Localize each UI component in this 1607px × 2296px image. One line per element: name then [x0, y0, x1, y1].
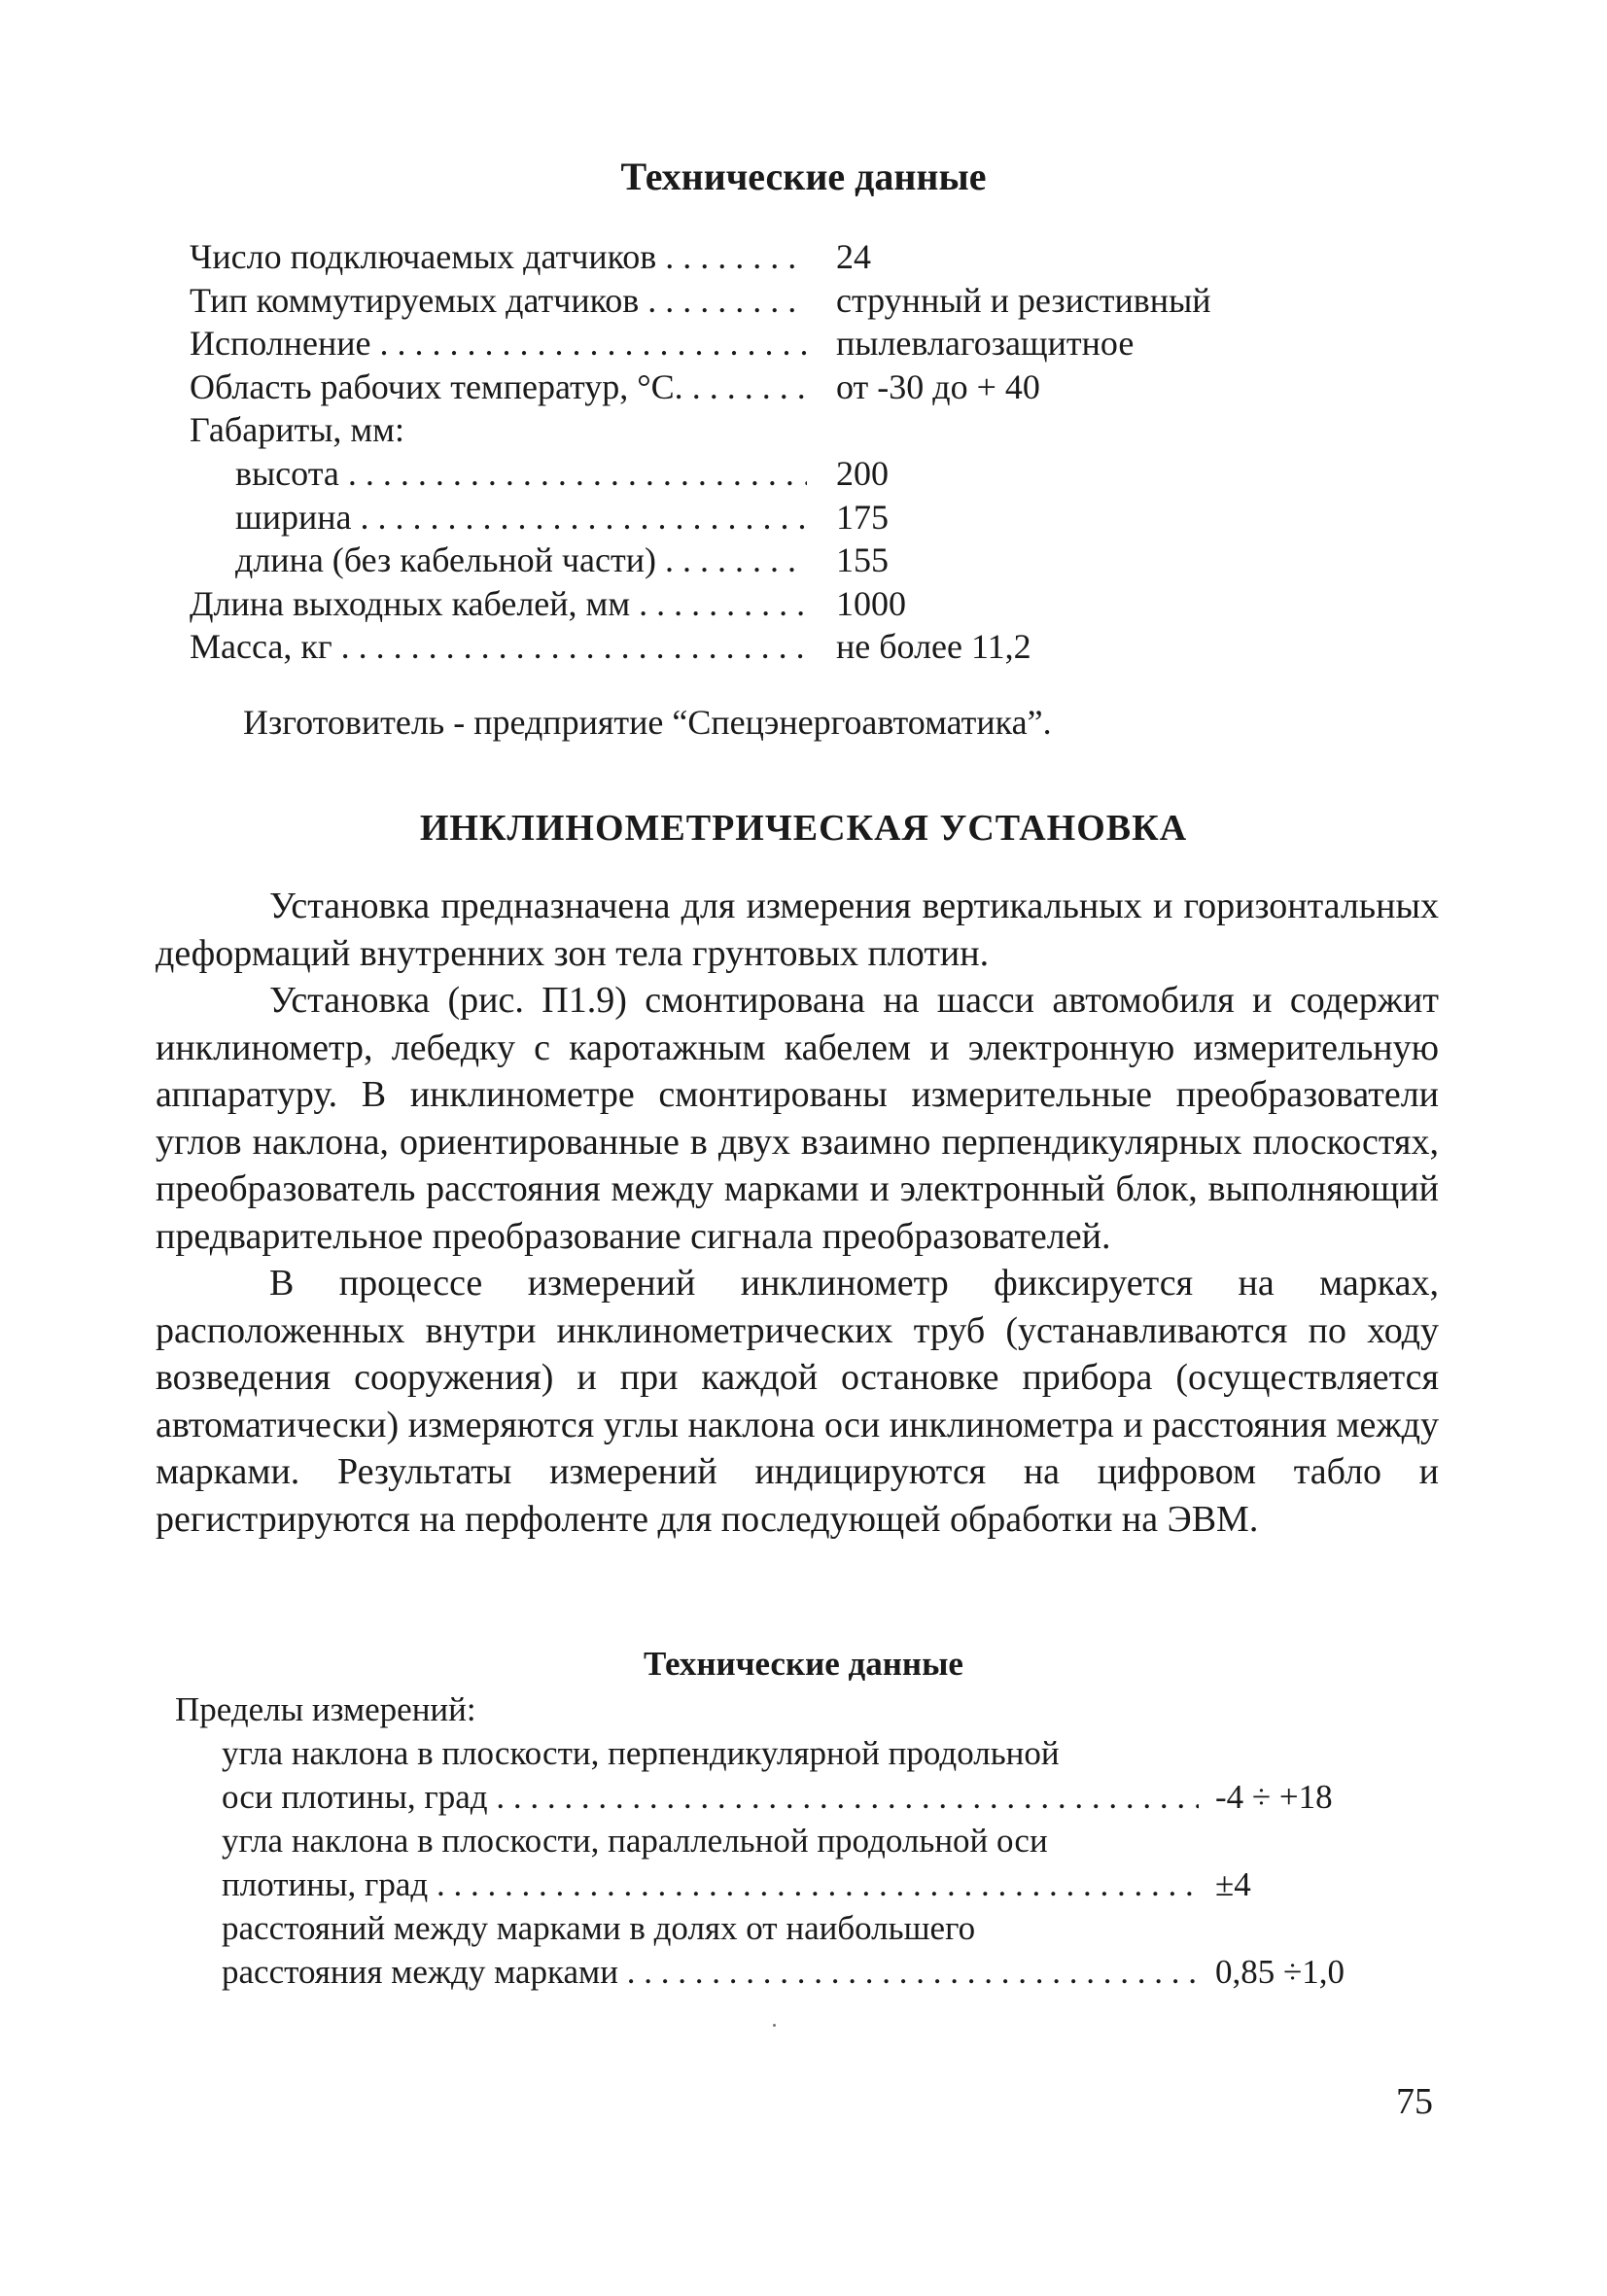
spec-value: от -30 до + 40 — [836, 366, 1040, 406]
spec-value: не более 11,2 — [836, 627, 1031, 667]
manufacturer-note: Изготовитель - предприятие “Спецэнергоавтоматика”. — [243, 703, 1052, 742]
spec-value: ±4 — [1215, 1865, 1251, 1903]
page-number: 75 — [1396, 2081, 1433, 2122]
paragraph: Установка (рис. П1.9) смонтирована на шасси автомобиля и содержит инклинометр, лебедку с каротажным кабелем и электронную измерительную аппаратуру. В инклинометре смонтированы измерительные преобразователи углов наклона, ориентированные в двух взаимно перпендикулярных плоскостях, преобразователь расстояния между марками и электронный блок, выполняющий предварительное преобразование сигнала преобразователей. — [156, 980, 1439, 1257]
spec-label: Область рабочих температур, °С. — [190, 366, 683, 406]
spec-label: высота — [235, 453, 339, 493]
spec-value: 1000 — [836, 583, 906, 623]
spec-label: ширина — [235, 497, 352, 537]
paragraph: Установка предназначена для измерения вертикальных и горизонтальных деформаций внутренних зон тела грунтовых плотин. — [156, 886, 1439, 974]
spec-item-row — [175, 1775, 1380, 1819]
spec-row — [190, 279, 1356, 323]
scan-speck — [773, 2024, 776, 2027]
spec-row — [190, 235, 1356, 279]
spec-label: Исполнение — [190, 324, 371, 364]
spec-value: 24 — [836, 237, 871, 276]
spec-label: расстояния между марками — [222, 1953, 618, 1991]
spec-row — [190, 452, 1356, 496]
spec-item-row — [175, 1950, 1380, 1994]
section-title-technical-data-2: Технические данные — [644, 1645, 963, 1683]
spec-label: Тип коммутируемых датчиков — [190, 280, 640, 320]
spec-row — [190, 582, 1356, 626]
spec-value: -4 ÷ +18 — [1215, 1778, 1333, 1816]
spec-item-row — [175, 1862, 1380, 1906]
body-text — [156, 883, 1439, 1543]
spec-table-measurement-limits — [175, 1687, 1380, 1994]
spec-table-sensors — [190, 235, 1356, 669]
spec-intro: Пределы измерений: — [175, 1690, 476, 1728]
spec-item-line: расстояний между марками в долях от наибольшего — [222, 1909, 976, 1947]
spec-row — [190, 625, 1356, 669]
spec-value: струнный и резистивный — [836, 280, 1211, 320]
paragraph: В процессе измерений инклинометр фиксируется на марках, расположенных внутри инклинометрических труб (устанавливаются по ходу возведения сооружения) и при каждой остановке прибора (осуществляется автоматически) измеряются углы наклона оси инклинометра и расстояния между марками. Результаты измерений индицируются на цифровом табло и регистрируются на перфоленте для последующей обработки на ЭВМ. — [156, 1263, 1439, 1540]
spec-label: оси плотины, град — [222, 1778, 488, 1816]
spec-row — [190, 322, 1356, 365]
spec-value: 175 — [836, 497, 889, 537]
spec-value: 200 — [836, 453, 889, 493]
spec-value: 0,85 ÷1,0 — [1215, 1953, 1345, 1991]
spec-label: Число подключаемых датчиков — [190, 237, 657, 276]
section-title-inclinometer: ИНКЛИНОМЕТРИЧЕСКАЯ УСТАНОВКА — [419, 808, 1188, 849]
spec-label: плотины, град — [222, 1865, 429, 1903]
spec-group-header — [190, 408, 1356, 452]
spec-label: Длина выходных кабелей, мм — [190, 583, 631, 623]
spec-row — [190, 496, 1356, 539]
spec-label: Габариты, мм: — [190, 410, 404, 450]
spec-row — [190, 365, 1356, 409]
spec-row — [190, 539, 1356, 582]
spec-value: 155 — [836, 540, 889, 580]
spec-item-line: угла наклона в плоскости, параллельной продольной оси — [222, 1822, 1048, 1860]
spec-label: длина (без кабельной части) — [235, 540, 656, 580]
spec-item-line: угла наклона в плоскости, перпендикулярной продольной — [222, 1734, 1060, 1772]
spec-label: Масса, кг — [190, 627, 332, 667]
spec-value: пылевлагозащитное — [836, 324, 1135, 364]
section-title-technical-data: Технические данные — [620, 155, 987, 198]
